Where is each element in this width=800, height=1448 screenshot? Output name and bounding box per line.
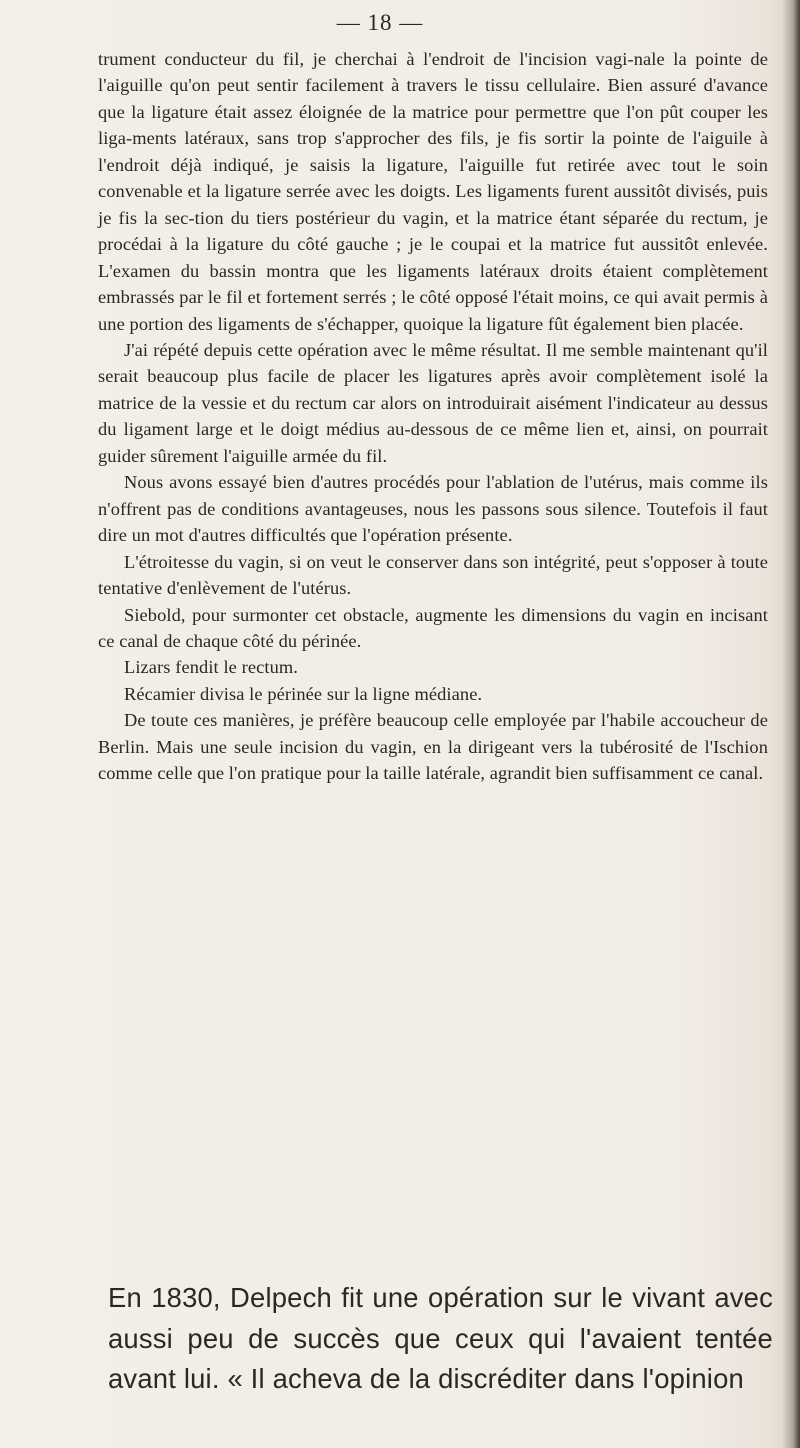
paragraph-4: L'étroitesse du vagin, si on veut le conserver dans son intégrité, peut s'opposer à toute tentative d'enlèvement de l'utérus. <box>98 551 768 599</box>
paragraph-6: Lizars fendit le rectum. <box>124 657 298 678</box>
body-text <box>98 46 768 787</box>
page-number: — 18 — <box>336 10 424 35</box>
paragraph-5: Siebold, pour surmonter cet obstacle, augmente les dimensions du vagin en incisant ce canal de chaque côté du périnée. <box>98 604 768 651</box>
closing-paragraph: En 1830, Delpech fit une opération sur le vivant avec aussi peu de succès que ceux qui l'avaient tentée avant lui. « Il acheva de la discréditer dans l'opinion <box>108 1282 773 1394</box>
paragraph-1: trument conducteur du fil, je cherchai à l'endroit de l'incision vagi-nale la pointe de l'aiguille qu'on peut sentir facilement à travers le tissu cellulaire. Bien assuré d'avance que la ligature était assez éloignée de la matrice pour permettre que l'on pût couper les liga-ments latéraux, sans trop s'approcher des fils, je fis sortir la pointe de l'aiguile à l'endroit déjà indiqué, je saisis la ligature, l'aiguille fut retirée avec tout le soin convenable et la ligature serrée avec les doigts. Les ligaments furent aussitôt divisés, puis je fis la sec-tion du tiers postérieur du vagin, et la matrice étant séparée du rectum, je procédai à la ligature du côté gauche ; je le coupai et la matrice fut aussitôt enlevée. L'examen du bassin montra que les ligaments latéraux droits étaient complètement embrassés par le fil et fortement serrés ; le côté opposé l'était moins, ce qui avait permis à une portion des ligaments de s'échapper, quoique la ligature fût également bien placée. <box>98 49 768 334</box>
page-edge-shadow <box>782 0 800 1448</box>
paragraph-8: De toute ces manières, je préfère beaucoup celle employée par l'habile accoucheur de Berlin. Mais une seule incision du vagin, en la dirigeant vers la tubérosité de l'Ischion comme celle que l'on pratique pour la taille latérale, agrandit bien suffisamment ce canal. <box>98 710 768 784</box>
paragraph-7: Récamier divisa le périnée sur la ligne médiane. <box>124 683 483 704</box>
paragraph-2: J'ai répété depuis cette opération avec le même résultat. Il me semble maintenant qu'il serait beaucoup plus facile de placer les ligatures après avoir complètement isolé la matrice de la vessie et du rectum car alors on introduirait aisément l'indicateur au dessus du ligament large et le doigt médius au-dessous de ce même lien et, ainsi, on pourrait guider sûrement l'aiguille armée du fil. <box>98 339 768 466</box>
paragraph-3: Nous avons essayé bien d'autres procédés pour l'ablation de l'utérus, mais comme ils n'offrent pas de conditions avantageuses, nous les passons sous silence. Toutefois il faut dire un mot d'autres difficultés que l'opération présente. <box>98 472 768 546</box>
